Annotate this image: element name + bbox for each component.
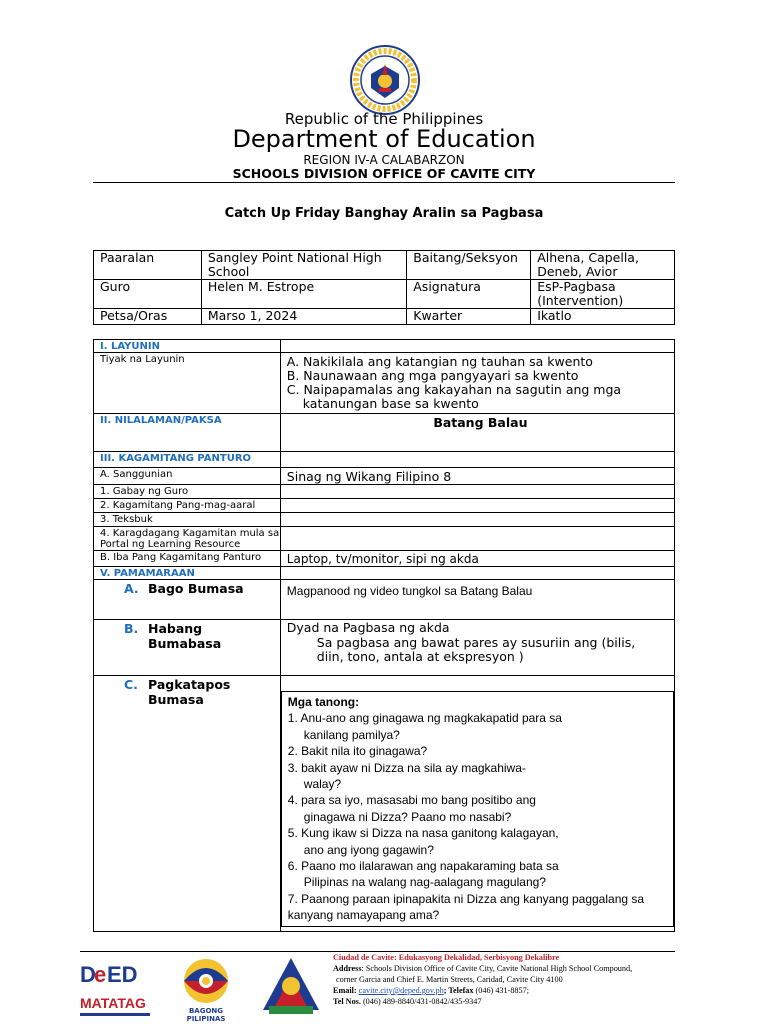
header-divider	[93, 182, 675, 183]
objective-c-cont: katanungan base sa kwento	[302, 396, 479, 411]
value-habang-1: Dyad na Pagbasa ng akda	[286, 620, 450, 635]
department-title: Department of Education	[232, 125, 536, 153]
question-5-cont: ano ang iyong gagawin?	[303, 842, 434, 857]
label-karagdagan: 4. Karagdagang Kagamitan mula sa Portal ng Learning Resource	[94, 527, 281, 551]
section-nilalaman: II. NILALAMAN/PAKSA	[94, 414, 281, 452]
value-paaralan: Sangley Point National High School	[201, 251, 406, 280]
objective-a: A. Nakikilala ang katangian ng tauhan sa kwento	[286, 354, 593, 369]
objective-b: B. Naunawaan ang mga pangyayari sa kwento	[286, 368, 579, 383]
objective-c: C. Naipapamalas ang kakayahan na sagutin ang mga	[286, 382, 622, 397]
label-baitang: Baitang/Seksyon	[407, 251, 531, 280]
deped-matatag-logo	[80, 960, 155, 1020]
svg-text:e: e	[94, 962, 107, 987]
info-table	[93, 250, 675, 325]
stage-label-pagkatapos-2: Bumasa	[148, 692, 204, 707]
footer-tel-line	[333, 996, 733, 1007]
questions-box	[281, 691, 674, 927]
stage-bago-bumasa	[94, 580, 281, 620]
value-sanggunian: Sinag ng Wikang Filipino 8	[280, 468, 674, 485]
svg-text:D: D	[80, 962, 96, 987]
section-kagamitan: III. KAGAMITANG PANTURO	[94, 452, 281, 468]
stage-habang-bumabasa	[94, 620, 281, 676]
stage-label-habang-2: Bumabasa	[148, 636, 222, 651]
question-1: 1. Anu-ano ang ginagawa ng magkakapatid para sa	[287, 711, 562, 726]
label-gabay: 1. Gabay ng Guro	[94, 485, 281, 499]
question-1-cont: kanilang pamilya?	[303, 727, 400, 742]
stage-label-bago: Bago Bumasa	[148, 581, 244, 596]
question-6-cont: Pilipinas na walang nag-aalagang magulang?	[303, 875, 546, 890]
stage-label-habang-1: Habang	[148, 621, 203, 636]
value-baitang: Alhena, Capella, Deneb, Avior	[531, 251, 675, 280]
svg-text:ED: ED	[107, 962, 138, 987]
question-4: 4. para sa iyo, masasabi mo bang positibo ang	[287, 793, 536, 808]
question-3-cont: walay?	[303, 777, 342, 792]
label-sanggunian: A. Sanggunian	[94, 468, 281, 485]
lesson-plan-table	[93, 339, 675, 932]
stage-letter-c: C.	[124, 677, 138, 692]
address-value: : Schools Division Office of Cavite City, Cavite National High School Compound,	[361, 964, 633, 973]
email-label: Email:	[333, 986, 357, 995]
value-petsa: Marso 1, 2024	[201, 309, 406, 325]
question-6: 6. Paano mo ilalarawan ang napakaraming bata sa	[287, 859, 559, 874]
svg-text:MATATAG: MATATAG	[80, 995, 146, 1011]
question-5: 5. Kung ikaw si Dizza na nasa ganitong kalagayan,	[287, 826, 559, 841]
tel-label: Tel Nos.	[333, 997, 361, 1006]
topic-title: Batang Balau	[280, 414, 674, 452]
label-kagamitang-mag-aaral: 2. Kagamitang Pang-mag-aaral	[94, 499, 281, 513]
footer-address	[333, 963, 733, 974]
section-layunin: I. LAYUNIN	[94, 340, 281, 353]
question-3: 3. bakit ayaw ni Dizza na sila ay magkahiwa-	[287, 760, 526, 775]
value-iba-pang-kagamitan: Laptop, tv/monitor, sipi ng akda	[280, 551, 674, 567]
questions-heading: Mga tanong:	[287, 695, 360, 709]
value-asignatura: EsP-Pagbasa (Intervention)	[531, 280, 675, 309]
questions-cell	[280, 676, 674, 932]
question-4-cont: ginagawa ni Dizza? Paano mo nasabi?	[303, 809, 512, 824]
value-bago-bumasa: Magpanood ng video tungkol sa Batang Balau	[280, 580, 674, 620]
label-kwarter: Kwarter	[407, 309, 531, 325]
stage-label-pagkatapos-1: Pagkatapos	[148, 677, 231, 692]
value-guro: Helen M. Estrope	[201, 280, 406, 309]
telefax-value: (046) 431-8857;	[475, 986, 529, 995]
tel-value: (046) 489-8840/431-0842/435-9347	[362, 997, 482, 1006]
division-line: SCHOOLS DIVISION OFFICE OF CAVITE CITY	[232, 166, 536, 181]
label-petsa: Petsa/Oras	[94, 309, 202, 325]
address-line-2: corner Garcia and Chief E. Martin Streets, Caridad, Cavite City 4100	[336, 975, 563, 984]
stage-letter-a: A.	[124, 581, 139, 596]
label-guro: Guro	[94, 280, 202, 309]
question-7: 7. Paanong paraan ipinapakita ni Dizza ang kanyang paggalang sa	[287, 891, 645, 906]
cavite-city-logo	[255, 950, 327, 1018]
deped-seal-logo	[349, 44, 421, 116]
value-kwarter: Ikatlo	[531, 309, 675, 325]
label-paaralan: Paaralan	[94, 251, 202, 280]
document-title: Catch Up Friday Banghay Aralin sa Pagbasa	[224, 206, 544, 221]
objectives-cell	[280, 353, 674, 414]
label-asignatura: Asignatura	[407, 280, 531, 309]
email-link[interactable]: cavite.city@deped.gov.ph	[358, 986, 444, 995]
habang-cell	[280, 620, 674, 676]
label-iba-pang-kagamitan: B. Iba Pang Kagamitang Panturo	[94, 551, 281, 567]
section-pamamaraan: V. PAMAMARAAN	[94, 567, 281, 580]
value-habang-2: Sa pagbasa ang bawat pares ay susuriin ang (bilis, diin, tono, antala at ekspresyon )	[316, 634, 636, 664]
question-2: 2. Bakit nila ito ginagawa?	[287, 744, 428, 759]
address-label: Address	[333, 964, 362, 973]
footer-contact	[333, 952, 733, 1007]
stage-pagkatapos-bumasa	[94, 676, 281, 932]
footer-tagline: Ciudad de Cavite: Edukasyong Dekalidad, Serbisyong Dekalibre	[333, 953, 560, 962]
republic-line: Republic of the Philippines	[284, 110, 484, 128]
label-tiyak-na-layunin: Tiyak na Layunin	[94, 353, 281, 414]
telefax-label: ; Telefax	[443, 986, 474, 995]
region-line: REGION IV-A CALABARZON	[303, 153, 465, 167]
bagong-pilipinas-label: BAGONG PILIPINAS	[186, 1007, 226, 1023]
label-teksbuk: 3. Teksbuk	[94, 513, 281, 527]
stage-letter-b: B.	[124, 621, 139, 636]
footer-email-line	[333, 985, 733, 996]
question-7-cont: kanyang namayapang ama?	[287, 908, 440, 923]
